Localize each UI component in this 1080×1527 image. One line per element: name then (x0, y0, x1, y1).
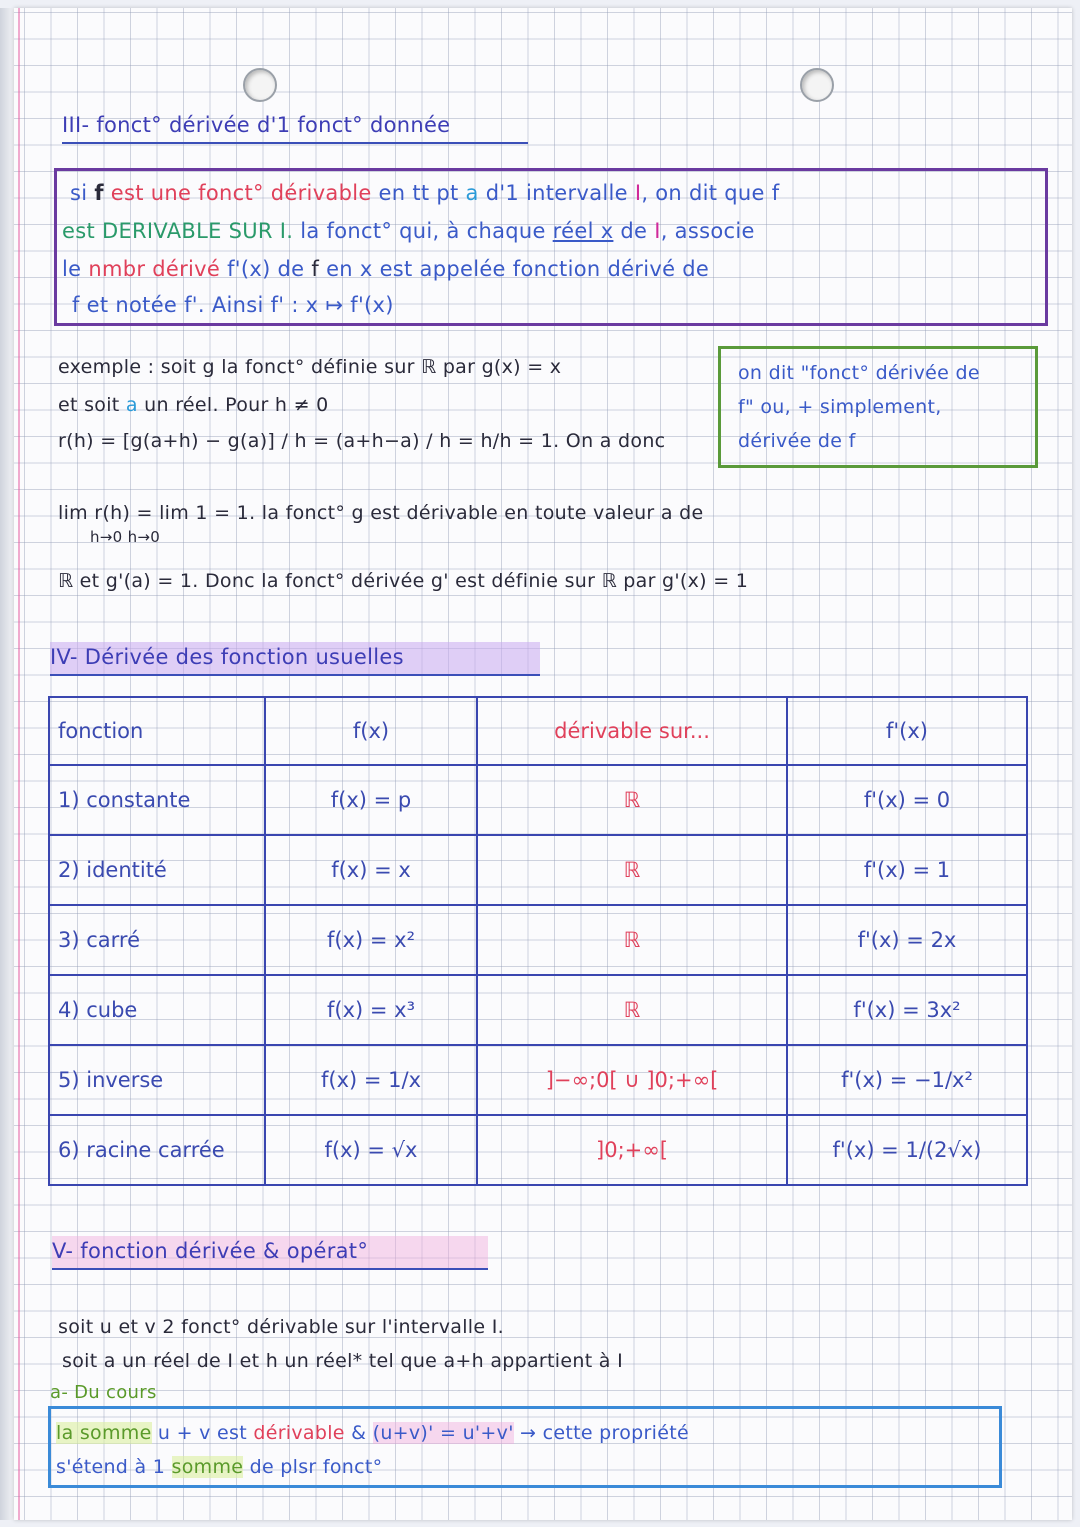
table-row: 6) racine carrée f(x) = √x ]0;+∞[ f'(x) = 1/(2√x) (49, 1115, 1027, 1185)
table-row: 4) cube f(x) = x³ ℝ f'(x) = 3x² (49, 975, 1027, 1045)
example-line-5: ℝ et g'(a) = 1. Donc la fonct° dérivée g' est définie sur ℝ par g'(x) = 1 (58, 570, 749, 592)
table-row: 5) inverse f(x) = 1/x ]−∞;0[ ∪ ]0;+∞[ f'(x) = −1/x² (49, 1045, 1027, 1115)
example-line-2: et soit a un réel. Pour h ≠ 0 (58, 394, 329, 416)
section-5-title: V- fonction dérivée & opérat° (52, 1236, 488, 1270)
example-line-3: r(h) = [g(a+h) − g(a)] / h = (a+h−a) / h = h/h = 1. On a donc (58, 430, 666, 452)
table-row: 2) identité f(x) = x ℝ f'(x) = 1 (49, 835, 1027, 905)
definition-line-1: si f est une fonct° dérivable en tt pt a d'1 intervalle I, on dit que f (70, 181, 780, 205)
definition-line-4: f et notée f'. Ainsi f' : x ↦ f'(x) (72, 293, 394, 317)
section-3-title: III- fonct° dérivée d'1 fonct° donnée (62, 110, 528, 144)
page-edge (0, 8, 14, 1520)
example-limit-subscript: h→0 h→0 (90, 528, 161, 546)
example-line-4: lim r(h) = lim 1 = 1. la fonct° g est dérivable en toute valeur a de (58, 502, 704, 524)
section-4-title: IV- Dérivée des fonction usuelles (50, 642, 540, 676)
header-fonction: fonction (49, 697, 265, 765)
derivatives-table (48, 696, 1028, 1186)
binder-hole-right (800, 68, 834, 102)
note-line-1: on dit "fonct° dérivée de (738, 362, 980, 384)
table-row: 1) constante f(x) = p ℝ f'(x) = 0 (49, 765, 1027, 835)
note-line-3: dérivée de f (738, 430, 856, 452)
property-line-1: la somme u + v est dérivable & (u+v)' = u'+v' → cette propriété (56, 1422, 689, 1444)
section-5-line-2: soit a un réel de I et h un réel* tel que a+h appartient à I (62, 1350, 623, 1372)
margin-line (18, 8, 20, 1520)
table-header-row (49, 697, 1027, 765)
section-5-subtitle: a- Du cours (50, 1382, 157, 1403)
definition-line-2: est DERIVABLE SUR I. la fonct° qui, à chaque réel x de I, associe (62, 219, 755, 243)
property-line-2: s'étend à 1 somme de plsr fonct° (56, 1456, 383, 1478)
header-f-prime-x: f'(x) (787, 697, 1027, 765)
definition-line-3: le nmbr dérivé f'(x) de f en x est appelée fonction dérivé de (62, 257, 710, 281)
header-derivable-sur: dérivable sur... (477, 697, 787, 765)
note-line-2: f" ou, + simplement, (738, 396, 942, 418)
binder-hole-left (243, 68, 277, 102)
example-line-1: exemple : soit g la fonct° définie sur ℝ par g(x) = x (58, 356, 562, 378)
header-f-x: f(x) (265, 697, 477, 765)
table-row: 3) carré f(x) = x² ℝ f'(x) = 2x (49, 905, 1027, 975)
section-5-line-1: soit u et v 2 fonct° dérivable sur l'intervalle I. (58, 1316, 504, 1338)
